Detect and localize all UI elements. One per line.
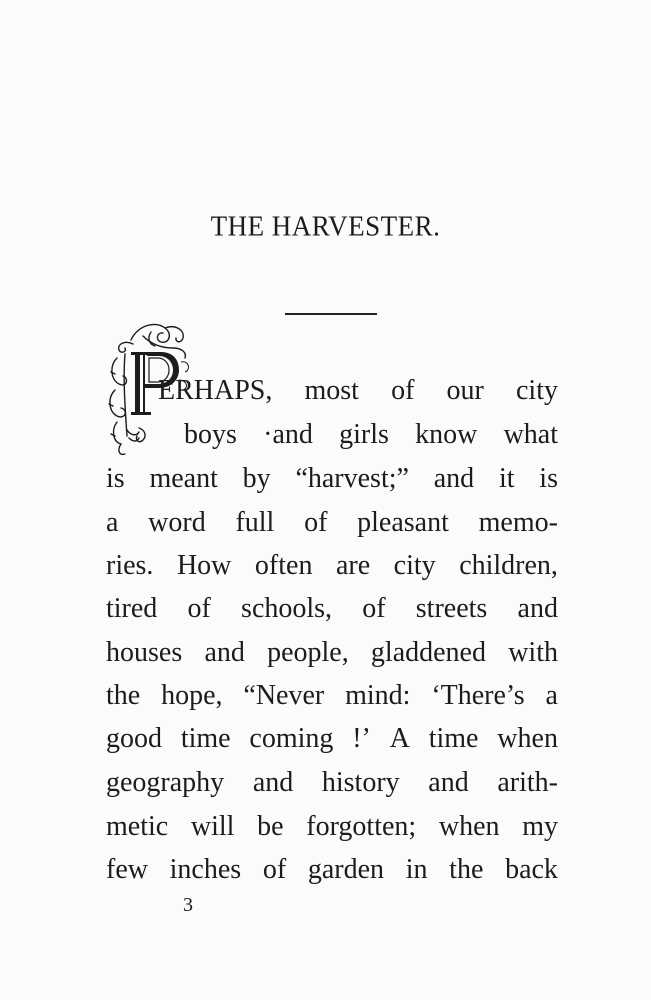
word: my xyxy=(522,811,558,842)
word: of xyxy=(304,507,328,538)
word: ·and xyxy=(263,419,313,450)
word: children, xyxy=(459,550,558,581)
word: ERHAPS, xyxy=(158,375,273,406)
page-number: 3 xyxy=(183,894,193,916)
word: How xyxy=(176,550,232,581)
word: mind: xyxy=(345,680,411,711)
word: time xyxy=(180,723,231,754)
word: arith- xyxy=(497,767,558,798)
word: and xyxy=(433,463,475,494)
text-line xyxy=(106,504,558,542)
word: of xyxy=(187,593,211,624)
word: and xyxy=(252,767,294,798)
text-line xyxy=(106,460,558,498)
word: city xyxy=(393,550,436,581)
word: back xyxy=(505,854,558,885)
word: and xyxy=(204,637,245,668)
text-line xyxy=(106,634,558,672)
word: A xyxy=(389,723,410,754)
word: girls xyxy=(339,419,389,450)
word: are xyxy=(335,550,371,581)
word: the xyxy=(449,854,484,885)
word: often xyxy=(254,550,313,581)
word: with xyxy=(508,637,558,668)
chapter-title: THE HARVESTER. xyxy=(210,210,441,242)
word: and xyxy=(517,593,558,624)
word: by xyxy=(242,463,271,494)
word: meant xyxy=(149,463,218,494)
word: houses xyxy=(106,637,183,668)
word: boys xyxy=(184,419,237,450)
word: few xyxy=(106,854,148,885)
text-line xyxy=(106,808,558,846)
word: be xyxy=(257,811,284,842)
word: !’ xyxy=(352,723,371,754)
text-line xyxy=(106,590,558,628)
text-line xyxy=(184,416,558,454)
word: “harvest;” xyxy=(295,463,409,494)
word: gladdened xyxy=(370,637,486,668)
word: full xyxy=(235,507,275,538)
word: what xyxy=(503,419,558,450)
word: is xyxy=(106,463,125,494)
word: forgotten; xyxy=(306,811,417,842)
word: ‘There’s xyxy=(431,680,525,711)
word: ries. xyxy=(106,550,154,581)
word: city xyxy=(516,375,558,406)
title-rule xyxy=(285,313,377,315)
word: and xyxy=(428,767,469,798)
word: streets xyxy=(415,593,488,624)
word: it xyxy=(498,463,515,494)
word: word xyxy=(148,507,206,538)
text-line xyxy=(106,764,558,802)
word: garden xyxy=(307,854,385,885)
text-line xyxy=(106,851,558,889)
word: metic xyxy=(106,811,169,842)
word: a xyxy=(106,507,119,538)
word: when xyxy=(497,723,558,754)
word: in xyxy=(405,854,428,885)
word: “Never xyxy=(243,680,325,711)
word: geography xyxy=(106,767,225,798)
word: when xyxy=(438,811,500,842)
word: inches xyxy=(169,854,242,885)
word: will xyxy=(190,811,235,842)
word: of xyxy=(362,593,386,624)
word: schools, xyxy=(241,593,333,624)
text-line xyxy=(106,677,558,715)
word: good xyxy=(106,723,162,754)
text-line xyxy=(158,372,558,410)
word: memo- xyxy=(478,507,558,538)
word: tired xyxy=(106,593,158,624)
word: know xyxy=(415,419,478,450)
word: people, xyxy=(267,637,349,668)
word: the xyxy=(106,680,141,711)
word: most xyxy=(304,375,359,406)
word: time xyxy=(428,723,479,754)
word: our xyxy=(446,375,484,406)
word: hope, xyxy=(161,680,223,711)
word: coming xyxy=(249,723,334,754)
text-line xyxy=(106,547,558,585)
word: history xyxy=(321,767,400,798)
word: is xyxy=(539,463,558,494)
word: pleasant xyxy=(357,507,449,538)
word: of xyxy=(262,854,287,885)
text-line xyxy=(106,720,558,758)
word: of xyxy=(391,375,415,406)
word: a xyxy=(545,680,558,711)
